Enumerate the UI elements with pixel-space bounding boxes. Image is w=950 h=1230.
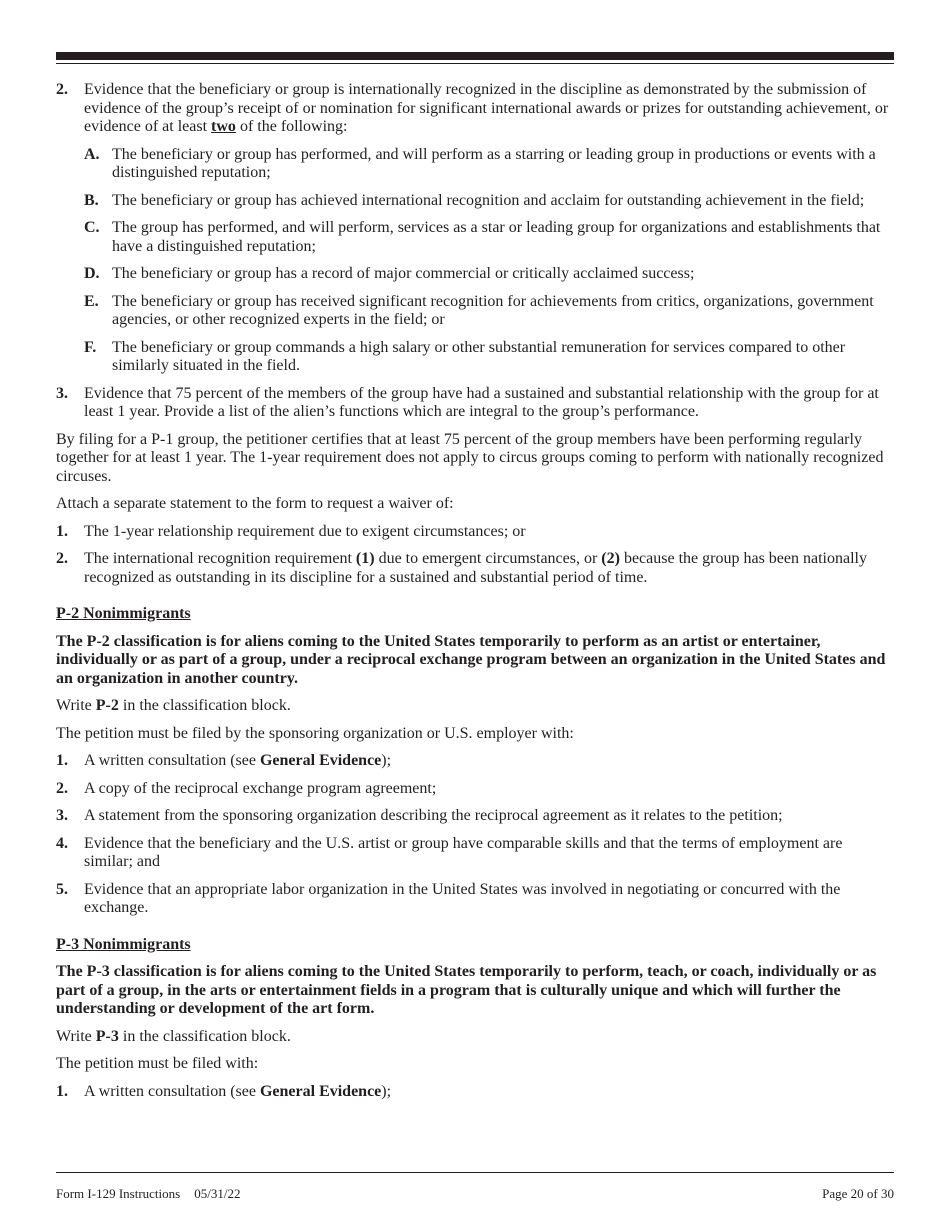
criteria-sub-d: D. The beneficiary or group has a record of major commercial or critically acclaimed success; — [84, 265, 695, 282]
criteria-sub-e: E. The beneficiary or group has received significant recognition for achievements from critics, organizations, government agencies, or other recognized experts in the field; or — [84, 292, 874, 328]
p3-item-1: 1. A written consultation (see General Evidence); — [56, 1082, 392, 1100]
p2-filed-by: The petition must be filed by the sponsoring organization or U.S. employer with: — [56, 724, 574, 742]
p2-item-4: 4. Evidence that the beneficiary and the U.S. artist or group have comparable skills and that the terms of employment are similar; and — [56, 834, 843, 870]
waiver-intro: Attach a separate statement to the form to request a waiver of: — [56, 495, 454, 512]
waiver-item-1: 1. The 1-year relationship requirement due to exigent circumstances; or — [56, 522, 526, 540]
p2-item-2: 2. A copy of the reciprocal exchange program agreement; — [56, 779, 437, 797]
p3-heading: P-3 Nonimmigrants — [56, 935, 191, 953]
criteria-sub-a: A. The beneficiary or group has performed, and will perform as a starring or leading group in productions or events with a distinguished reputation; — [84, 145, 876, 181]
waiver-item-2: 2. The international recognition requirement (1) due to emergent circumstances, or (2) because the group has been nationally recognized as outstanding in its discipline for a sustained and substantial period of time. — [56, 550, 867, 586]
header-rule-thin — [56, 63, 894, 64]
footer-date: 05/31/22 — [194, 1186, 241, 1201]
criteria-sub-b: B. The beneficiary or group has achieved international recognition and acclaim for outstanding achievement in the field; — [84, 191, 865, 209]
criteria-sublist — [84, 146, 894, 376]
criteria-item-3: 3. Evidence that 75 percent of the members of the group have had a sustained and substantial relationship with the group for at least 1 year. Provide a list of the alien’s functions which are integral to the group’s performance. — [56, 384, 879, 420]
footer-page-number: Page 20 of 30 — [822, 1186, 894, 1201]
criteria-sub-c: C. The group has performed, and will perform, services as a star or leading group for organizations and establishments that have a distinguished reputation; — [84, 219, 881, 255]
p2-write-instruction: Write P-2 in the classification block. — [56, 697, 291, 714]
p2-heading: P-2 Nonimmigrants — [56, 605, 191, 622]
p3-filed-by: The petition must be filed with: — [56, 1055, 259, 1072]
footer-rule — [56, 1172, 894, 1173]
p2-item-1: 1. A written consultation (see General Evidence); — [56, 752, 392, 769]
item-number: 2. — [56, 81, 68, 98]
criteria-sub-f: F. The beneficiary or group commands a high salary or other substantial remuneration for services compared to other similarly situated in the field. — [84, 338, 846, 374]
p2-lead: The P-2 classification is for aliens coming to the United States temporarily to perform as an artist or entertainer, individually or as part of a group, under a reciprocal exchange program between an organization in the United States and an organization in another country. — [56, 632, 886, 687]
p3-write-instruction: Write P-3 in the classification block. — [56, 1027, 291, 1045]
p3-lead: The P-3 classification is for aliens coming to the United States temporarily to perform, teach, or coach, individually or as part of a group, in the arts or entertainment fields in a program that is culturally unique and which will further the understanding or development of the art form. — [56, 963, 877, 1017]
p2-item-3: 3. A statement from the sponsoring organization describing the reciprocal agreement as it relates to the petition; — [56, 807, 783, 824]
criteria-item-2: 2. Evidence that the beneficiary or group is internationally recognized in the discipline as demonstrated by the submission of evidence of the group’s receipt of or nomination for significant international awards or prizes for outstanding achievement, or evidence of at least two of the following: A. The beneficiary or group has performed, and will perform as a starring or leading group in productions or events with a distinguished reputation; B. The beneficiary or group has achieved international recognition and acclaim for outstanding achievement in the field; C. The group has performed, and will perform, services as a star or leading group for organizations and establishments that have a distinguished reputation; D. The beneficiary or group has a record of major commercial or critically acclaimed success; E. The beneficiary or group has received significant recognition for achievements from critics, organizations, government agencies, or other recognized experts in the field; or F. The beneficiary or group commands a high salary or other substantial remuneration for services compared to other similarly situated in the field. — [56, 81, 894, 376]
footer-form-info — [56, 1186, 240, 1201]
emphasis-two: two — [211, 118, 236, 135]
page-content — [56, 81, 894, 1110]
header-rule-thick — [56, 52, 894, 60]
p2-item-5: 5. Evidence that an appropriate labor organization in the United States was involved in negotiating or concurred with the exchange. — [56, 880, 841, 916]
footer-form-name: Form I-129 Instructions — [56, 1186, 181, 1201]
p1-certification: By filing for a P-1 group, the petitioner certifies that at least 75 percent of the group members have been performing regularly together for at least 1 year. The 1-year requirement does not apply to circus groups coming to perform with nationally recognized circuses. — [56, 430, 884, 485]
